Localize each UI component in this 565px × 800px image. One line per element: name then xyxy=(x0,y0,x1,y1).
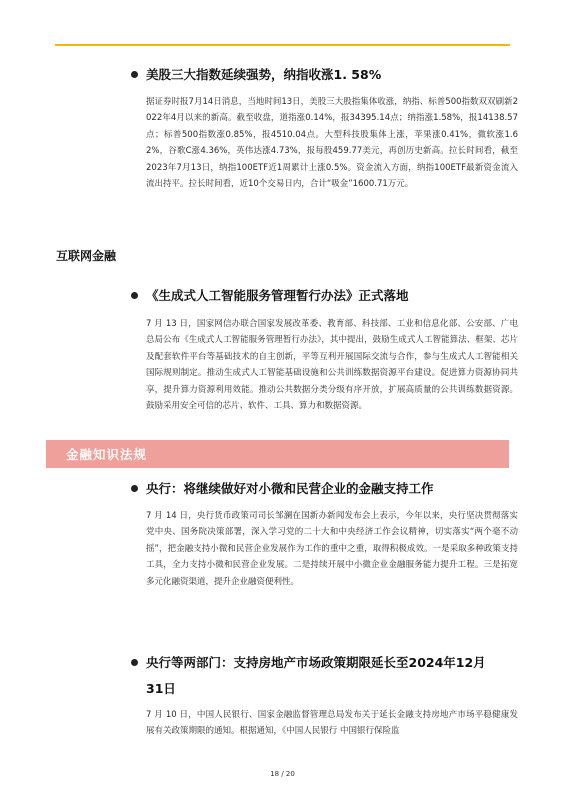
bullet-icon xyxy=(131,659,138,666)
article-title-continued: 31日 xyxy=(146,681,176,696)
article-title-text: 央行：将继续做好对小微和民营企业的金融支持工作 xyxy=(146,481,434,496)
article-body: 7 月 10 日，中国人民银行、国家金融监督管理总局发布关于延长金融支持房地产市场平稳健康发展有关政策期限的通知。根据通知，《中国人民银行 中国银行保险监 xyxy=(146,710,518,737)
page-number: 18 / 20 xyxy=(270,770,295,778)
section-banner xyxy=(46,440,509,468)
bullet-icon xyxy=(131,71,138,78)
header-rule xyxy=(55,44,510,46)
section-banner-label: 金融知识法规 xyxy=(66,447,148,462)
article-title-text: 央行等两部门：支持房地产市场政策期限延长至2024年12月 xyxy=(146,655,486,670)
article-body: 据证券时报7月14日消息，当地时间13日，美股三大股指集体收涨，纳指、标普500指数双双刷新2022年4月以来的新高。截至收盘，道指涨0.14%，报34395.14点；纳指涨1.58%，报14138.57点；标普500指数涨0.85%，报4510.04点。大型科技股集体上涨，苹果涨0.41%，微软涨1.62%，谷歌C涨4.36%，英伟达涨4.73%，报每股459.77美元，再创历史新高。拉长时间看，截至2023年7月13日，纳指100ETF近1周累计上涨0.5%。资金流入方面，纳指100ETF最新资金流入流出持平。拉长时间看，近10个交易日内，合计“吸金”1600.71万元。 xyxy=(146,97,518,190)
article-body: 7 月 13 日，国家网信办联合国家发展改革委、教育部、科技部、工业和信息化部、公安部、广电总局公布《生成式人工智能服务管理暂行办法》，其中提出，鼓励生成式人工智能算法、框架、芯片及配套软件平台等基础技术的自主创新，平等互利开展国际交流与合作，参与生成式人工智能相关国际规则制定。推动生成式人工智能基础设施和公共训练数据资源平台建设。促进算力资源协同共享，提升算力资源利用效能。推动公共数据分类分级有序开放，扩展高质量的公共训练数据资源。鼓励采用安全可信的芯片、软件、工具、算力和数据资源。 xyxy=(146,319,518,412)
bullet-icon xyxy=(131,292,138,299)
article-title xyxy=(146,66,381,84)
article-title xyxy=(146,654,486,672)
article-title-text: 美股三大指数延续强势，纳指收涨1. 58% xyxy=(146,67,382,82)
article-body: 7 月 14 日，央行货币政策司司长邹澜在国新办新闻发布会上表示，今年以来，央行坚决贯彻落实党中央、国务院决策部署，深入学习党的二十大和中央经济工作会议精神，切实落实“两个毫不动摇”，把金融支持小微和民营企业发展作为工作的重中之重，取得积极成效。一是采取多种政策支持工具，全力支持小微和民营企业发展。二是持续开展中小微企业金融服务能力提升工程。三是拓宽多元化融资渠道，提升企业融资便利性。 xyxy=(146,511,518,587)
article-title-text: 《生成式人工智能服务管理暂行办法》正式落地 xyxy=(146,288,409,303)
article-title xyxy=(146,480,434,498)
section-heading: 互联网金融 xyxy=(56,249,117,263)
article-title xyxy=(146,287,409,305)
bullet-icon xyxy=(131,485,138,492)
